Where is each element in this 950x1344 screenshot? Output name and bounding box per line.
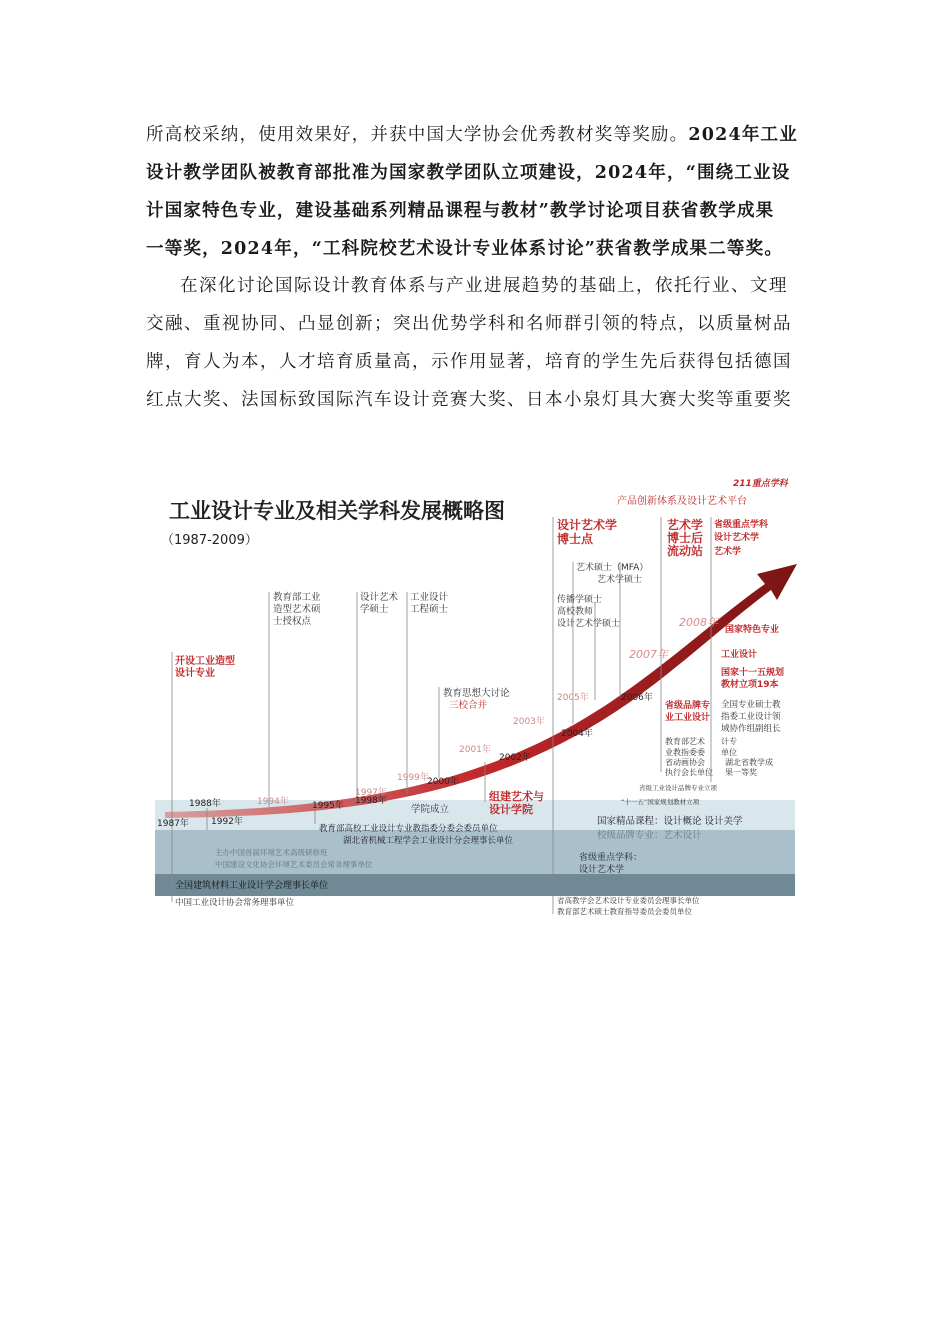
event-jiaoyubu-yishu-1: 教育部艺术: [665, 737, 705, 746]
event-shiyiwu-jiaocai: “十一五”国家规划教材立项: [621, 798, 700, 806]
year-2007: 2007年: [629, 648, 668, 661]
paragraph-2-line-2: 交融、重视协同、凸显创新；突出优势学科和名师群引领的特点，以质量树品: [146, 314, 792, 334]
year-2005: 2005年: [557, 693, 589, 703]
dark-events: [273, 561, 781, 815]
band-jiancai: 全国建筑材料工业设计学会理事长单位: [175, 881, 329, 891]
band-zhongguo-jianshe: 中国建设文化协会环境艺术委员会常务理事单位: [215, 860, 373, 869]
band-xiaoji-pinpai: 校级品牌专业：艺术设计: [597, 830, 702, 841]
year-1987: 1987年: [157, 819, 189, 829]
line-1-text: 所高校采纳，使用效果好，并获中国大学协会优秀教材奖等奖励。: [146, 125, 689, 145]
event-quanguo-3: 域协作组副组长: [721, 724, 781, 734]
event-jiaoyubu-3: 士授权点: [273, 616, 312, 627]
event-chuanbo-2: 高校教师: [557, 607, 594, 617]
event-boshihou-3: 流动站: [667, 544, 704, 558]
year-2002: 2002年: [499, 753, 531, 763]
event-xueyuan: 学院成立: [411, 804, 450, 815]
event-boshihou-1: 艺术学: [667, 518, 704, 532]
paragraph-2-line-1: 在深化讨论国际设计教育体系与产业进展趋势的基础上，依托行业、文理: [180, 276, 788, 296]
event-boshi-1: 设计艺术学: [557, 518, 618, 532]
event-sheji-shuoshi-1: 设计艺术: [360, 592, 399, 603]
band-shenggao: 省高教学会艺术设计专业委员会理事长单位: [557, 896, 700, 905]
event-sheji-shuoshi-2: 学硕士: [360, 604, 389, 615]
year-1997: 1997年: [355, 788, 387, 798]
event-gongye-sheji: 工业设计: [721, 650, 758, 660]
year-1999: 1999年: [397, 773, 429, 783]
year-2004: 2004年: [561, 729, 593, 739]
band-jingpin: 国家精品课程：设计概论 设计美学: [597, 816, 743, 827]
line-1-bold-tail: 2024年工业: [688, 125, 798, 145]
paragraph-2-line-4: 红点大奖、法国标致国际汽车设计竞赛大奖、日本小泉灯具大赛大奖等重要奖: [146, 390, 792, 410]
event-boshi-2: 博士点: [557, 532, 594, 546]
event-boshihou-2: 博士后: [667, 531, 704, 545]
event-gongye-gongcheng-2: 工程硕士: [410, 604, 449, 615]
event-zujian-2: 设计学院: [489, 803, 533, 816]
figure-title: 工业设计专业及相关学科发展概略图: [169, 499, 505, 523]
event-mfa-1: 艺术硕士（MFA）: [576, 563, 649, 573]
paragraph-1: [146, 121, 806, 261]
band-yishu-shuoshi: 教育部艺术硕士教育指导委员会委员单位: [557, 907, 692, 916]
development-diagram-svg: [155, 462, 815, 920]
year-1988: 1988年: [189, 799, 221, 809]
event-zhongdian-3: 艺术学: [714, 547, 742, 557]
event-donghua-2: 执行会长单位: [665, 768, 713, 777]
event-jiaoyubu-2: 造型艺术硕: [273, 604, 321, 615]
event-jiaoyubu-yishu-2: 业教指委委: [665, 748, 705, 757]
event-sixiang-2: 三校合并: [449, 700, 488, 711]
band-zhuban: 主办中国首届环境艺术高级研修班: [215, 848, 328, 857]
paragraph-2: [146, 272, 806, 412]
paragraph-1-line-2: 设计教学团队被教育部批准为国家教学团队立项建设，2024年，“围绕工业设: [146, 163, 791, 183]
event-gongye-gongcheng-1: 工业设计: [410, 592, 449, 603]
paragraph-1-line-1: [146, 121, 798, 146]
year-1992: 1992年: [211, 817, 243, 827]
event-zujian-1: 组建艺术与: [489, 790, 544, 803]
event-shengji-pinpai-1: 省级品牌专: [665, 701, 711, 711]
figure-subtitle: （1987-2009）: [161, 533, 258, 548]
event-jiaoyubu-1: 教育部工业: [273, 592, 321, 603]
event-jizhuan-1: 计专: [721, 737, 737, 746]
event-mfa-2: 艺术学硕士: [597, 575, 643, 585]
year-2006: 2006年: [621, 693, 653, 703]
year-1994: 1994年: [257, 797, 289, 807]
event-shiyiwu-2: 教材立项19本: [721, 680, 779, 690]
year-2000: 2000年: [427, 777, 459, 787]
band-shengji-xueke-2: 设计艺术学: [579, 865, 625, 875]
event-kaishe-1: 开设工业造型: [175, 656, 235, 667]
event-shiyiwu-1: 国家十一五规划: [721, 668, 785, 678]
event-pinpai-lixiang: 省级工业设计品牌专业立项: [639, 784, 717, 792]
event-211: 211重点学科: [733, 479, 788, 489]
event-guojia-tese: 国家特色专业: [725, 625, 780, 635]
band-shengji-xueke-1: 省级重点学科：: [579, 853, 643, 863]
year-1995: 1995年: [312, 801, 344, 811]
paragraph-1-line-4: 一等奖，2024年，“工科院校艺术设计专业体系讨论”获省教学成果二等奖。: [146, 239, 784, 259]
event-jizhuan-2: 单位: [721, 748, 737, 757]
event-hubei-chengguo-2: 果一等奖: [725, 768, 757, 777]
event-chuanbo-1: 传播学硕士: [557, 595, 603, 605]
development-diagram: [155, 462, 815, 920]
event-donghua-1: 省动画协会: [665, 758, 705, 767]
year-1998: 1998年: [355, 796, 387, 806]
event-quanguo-2: 指委工业设计领: [721, 712, 781, 722]
event-quanguo-1: 全国专业硕士教: [721, 700, 781, 710]
event-shengji-pinpai-2: 业工业设计: [665, 713, 711, 723]
year-2008: 2008年: [679, 616, 718, 629]
band-jiaozhiwei: 教育部高校工业设计专业教指委分委会委员单位: [319, 824, 498, 834]
band-hubei-jixie: 湖北省机械工程学会工业设计分会理事长单位: [343, 836, 514, 846]
year-2003: 2003年: [513, 717, 545, 727]
event-sixiang-1: 教育思想大讨论: [443, 688, 510, 699]
event-zhongdian-1: 省级重点学科: [714, 520, 769, 530]
year-2001: 2001年: [459, 745, 491, 755]
paragraph-1-line-3: 计国家特色专业，建设基础系列精品课程与教材”教学讨论项目获省教学成果: [146, 201, 775, 221]
band-zhongguo-gongye: 中国工业设计协会常务理事单位: [175, 898, 295, 908]
event-kaishe-2: 设计专业: [175, 668, 215, 679]
event-chanpin: 产品创新体系及设计艺术平台: [617, 496, 747, 507]
event-hubei-chengguo-1: 湖北省教学成: [725, 758, 773, 767]
event-chuanbo-3: 设计艺术学硕士: [557, 619, 621, 629]
event-zhongdian-2: 设计艺术学: [714, 533, 760, 543]
paragraph-2-line-3: 牌，育人为本，人才培育质量高，示作用显著，培育的学生先后获得包括德国: [146, 352, 792, 372]
